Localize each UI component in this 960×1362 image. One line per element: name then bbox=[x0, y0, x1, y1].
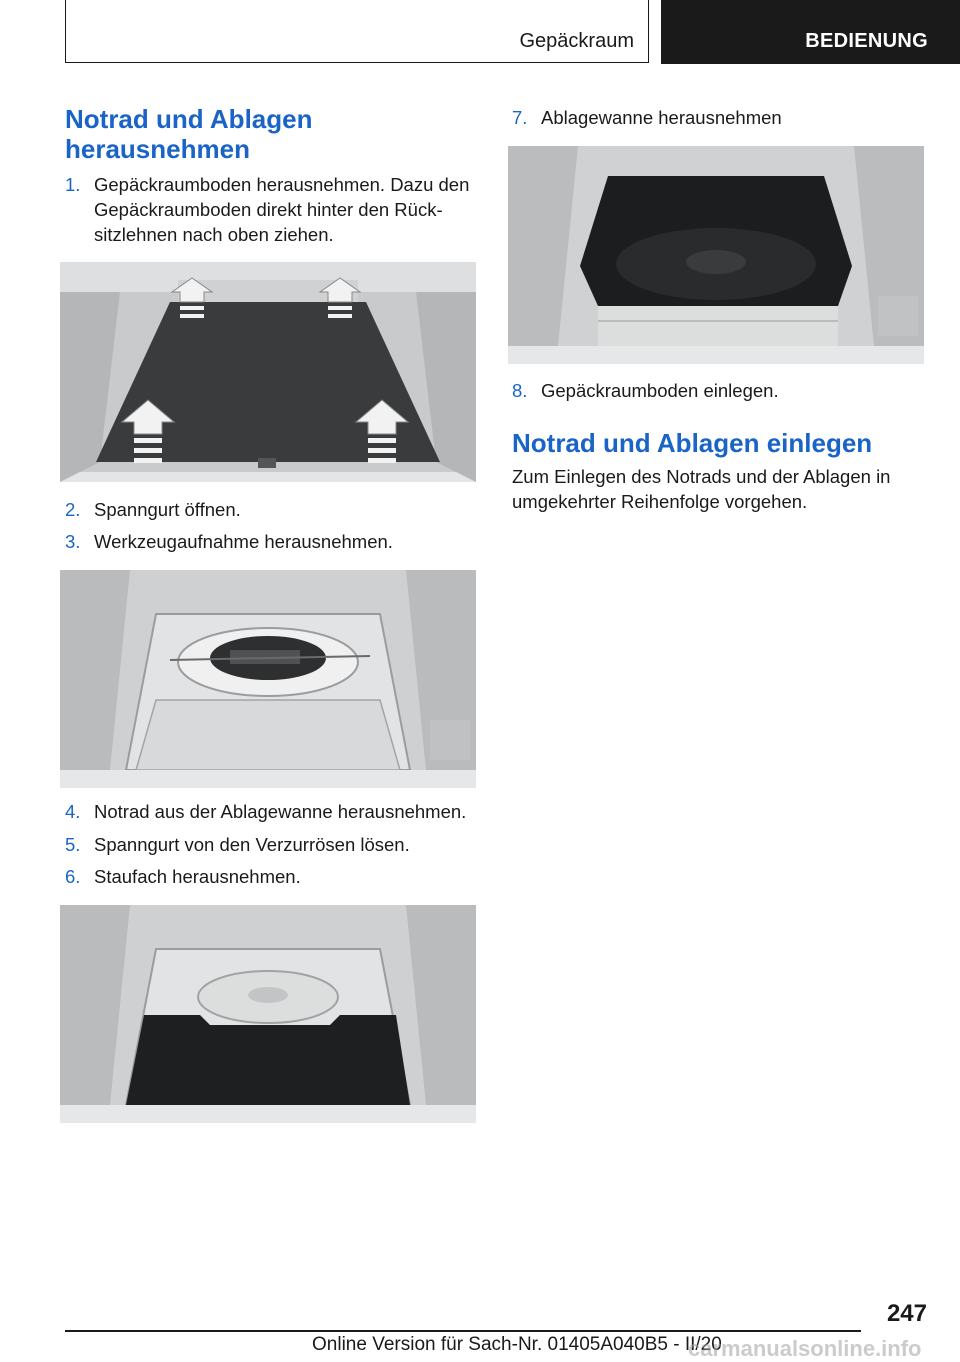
figure-storage-compartment bbox=[60, 905, 476, 1123]
page-number: 247 bbox=[886, 1300, 927, 1327]
step-text: Spanngurt von den Verzurrösen lösen. bbox=[94, 834, 410, 855]
section-title-line-1: Notrad und Ablagen bbox=[65, 104, 313, 134]
step-text-line: sitzlehnen nach oben ziehen. bbox=[94, 224, 334, 245]
header-chapter-box bbox=[661, 0, 960, 64]
step-text: Ablagewanne herausnehmen bbox=[541, 107, 782, 128]
step-text: Staufach herausnehmen. bbox=[94, 866, 301, 887]
footer-divider bbox=[65, 1330, 861, 1332]
footer-online-version: Online Version für Sach-Nr. 01405A040B5 - II/20 bbox=[312, 1334, 722, 1355]
header-chapter-title: BEDIENUNG bbox=[805, 30, 928, 52]
step-number: 8. bbox=[512, 380, 528, 401]
step-number: 6. bbox=[65, 866, 81, 887]
section-title bbox=[65, 104, 312, 164]
step-text bbox=[94, 172, 469, 247]
header-section-title: Gepäckraum bbox=[519, 30, 634, 52]
step-number: 5. bbox=[65, 834, 81, 855]
figure-spare-wheel-well bbox=[60, 570, 476, 788]
step-text: Werkzeugaufnahme herausnehmen. bbox=[94, 531, 393, 552]
figure-trunk-floor-lift bbox=[60, 262, 476, 482]
step-number: 1. bbox=[65, 174, 81, 195]
step-text-line: Gepäckraumboden direkt hinter den Rück‐ bbox=[94, 199, 443, 220]
step-number: 2. bbox=[65, 499, 81, 520]
paragraph-line: umgekehrter Reihenfolge vorgehen. bbox=[512, 491, 808, 512]
step-text: Spanngurt öffnen. bbox=[94, 499, 241, 520]
step-number: 7. bbox=[512, 107, 528, 128]
figure-storage-tray bbox=[508, 146, 924, 364]
step-text: Gepäckraumboden einlegen. bbox=[541, 380, 779, 401]
section-title-line-2: herausnehmen bbox=[65, 134, 250, 164]
header-section-box bbox=[65, 0, 649, 63]
step-text-line: Gepäckraumboden herausnehmen. Dazu den bbox=[94, 174, 470, 195]
insert-instructions bbox=[512, 464, 932, 514]
step-number: 4. bbox=[65, 801, 81, 822]
step-text: Notrad aus der Ablagewanne herausnehmen. bbox=[94, 801, 467, 822]
step-number: 3. bbox=[65, 531, 81, 552]
paragraph-line: Zum Einlegen des Notrads und der Ablagen in bbox=[512, 466, 891, 487]
section-title-insert: Notrad und Ablagen einlegen bbox=[512, 428, 873, 458]
watermark: carmanualsonline.info bbox=[688, 1336, 922, 1361]
